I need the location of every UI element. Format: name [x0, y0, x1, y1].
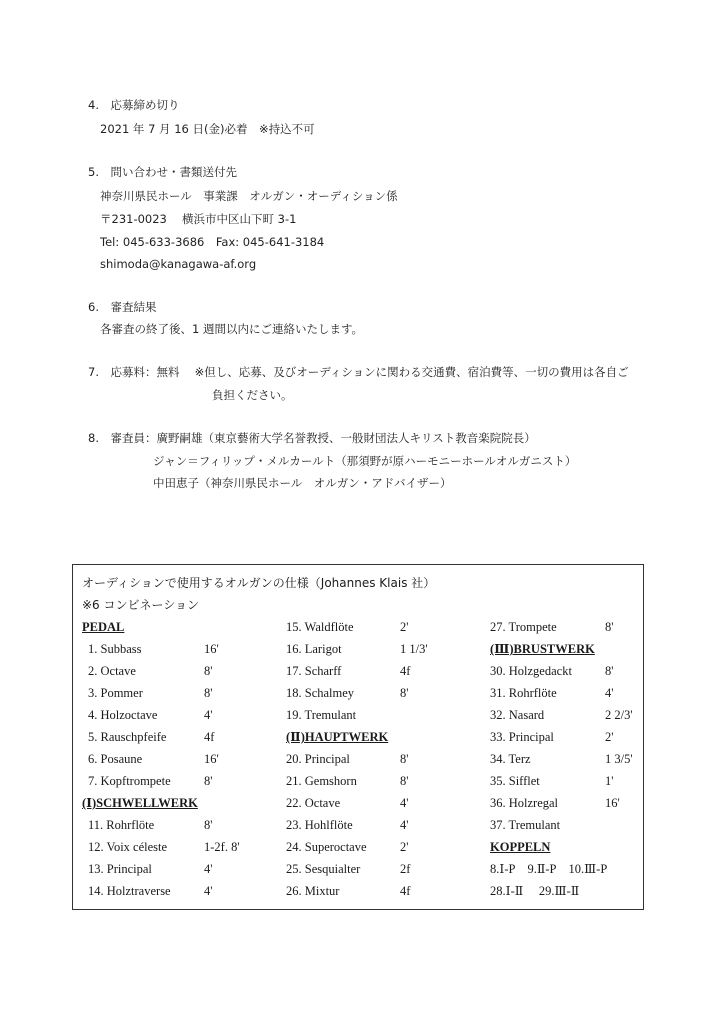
- organ-spec-title: オーディションで使用するオルガンの仕様（Johannes Klais 社）: [82, 576, 436, 590]
- stop-pitch: 1': [605, 774, 614, 788]
- stop-pitch: 4f: [400, 664, 411, 678]
- stop-pitch: 2f: [400, 862, 411, 876]
- stop-name: 22. Octave: [286, 796, 341, 810]
- stop-name: 31. Rohrflöte: [490, 686, 557, 700]
- stop-pitch: 4f: [204, 730, 215, 744]
- stop-pitch: 16': [204, 642, 219, 656]
- judge-3: 中田恵子（神奈川県民ホール オルガン・アドバイザー）: [153, 476, 452, 490]
- stop-pitch: 2': [400, 840, 409, 854]
- stop-name: 6. Posaune: [88, 752, 143, 766]
- stop-name: 20. Principal: [286, 752, 350, 766]
- division-heading: (Ⅰ)SCHWELLWERK: [82, 796, 198, 810]
- stop-pitch: 2': [400, 620, 409, 634]
- section-5-heading: 5. 問い合わせ・書類送付先: [88, 165, 237, 179]
- stop-pitch: 8': [400, 774, 409, 788]
- stop-pitch: 4': [204, 708, 213, 722]
- stop-name: 21. Gemshorn: [286, 774, 357, 788]
- stop-name: 24. Superoctave: [286, 840, 367, 854]
- stop-name: 4. Holzoctave: [88, 708, 158, 722]
- stop-pitch: 8': [204, 818, 213, 832]
- stop-name: 16. Larigot: [286, 642, 342, 656]
- stop-name: 34. Terz: [490, 752, 531, 766]
- stop-pitch: 8': [400, 686, 409, 700]
- stop-name: 26. Mixtur: [286, 884, 340, 898]
- division-heading: KOPPELN: [490, 840, 551, 854]
- stop-pitch: 16': [204, 752, 219, 766]
- stop-pitch: 1 1/3': [400, 642, 428, 656]
- stop-pitch: 1 3/5': [605, 752, 633, 766]
- stop-name: 19. Tremulant: [286, 708, 357, 722]
- stop-name: 14. Holztraverse: [88, 884, 171, 898]
- stop-name: 15. Waldflöte: [286, 620, 354, 634]
- stop-pitch: 2': [605, 730, 614, 744]
- fee-note: 負担ください。: [212, 388, 293, 402]
- stop-name: 12. Voix céleste: [88, 840, 168, 854]
- stop-name: 35. Sifflet: [490, 774, 540, 788]
- stop-pitch: 1-2f. 8': [204, 840, 240, 854]
- contact-phone: Tel: 045-633-3686 Fax: 045-641-3184: [100, 235, 325, 249]
- section-4-heading: 4. 応募締め切り: [88, 98, 180, 112]
- stop-name: 13. Principal: [88, 862, 152, 876]
- stop-pitch: 8': [605, 664, 614, 678]
- section-6-heading: 6. 審査結果: [88, 300, 157, 314]
- deadline-text: 2021 年 7 月 16 日(金)必着 ※持込不可: [100, 122, 315, 136]
- stop-name: 2. Octave: [88, 664, 136, 678]
- stop-pitch: 2 2/3': [605, 708, 633, 722]
- stop-name: 18. Schalmey: [286, 686, 355, 700]
- stop-pitch: 8': [204, 664, 213, 678]
- section-7-heading: 7. 応募料：無料 ※但し、応募、及びオーディションに関わる交通費、宿泊費等、一切の費用は各自ご: [88, 365, 629, 379]
- division-heading: (Ⅱ)HAUPTWERK: [286, 730, 389, 744]
- stop-name: 36. Holzregal: [490, 796, 559, 810]
- stop-name: 32. Nasard: [490, 708, 545, 722]
- stop-name: 1. Subbass: [88, 642, 142, 656]
- contact-email: shimoda@kanagawa-af.org: [100, 257, 257, 271]
- section-8-heading: 8. 審査員：廣野嗣雄（東京藝術大学名誉教授、一般財団法人キリスト教音楽院院長）: [88, 431, 536, 445]
- stop-name: 17. Scharff: [286, 664, 342, 678]
- stop-name: 11. Rohrflöte: [88, 818, 155, 832]
- stop-pitch: 4': [605, 686, 614, 700]
- stop-name: 7. Kopftrompete: [88, 774, 171, 788]
- stop-pitch: 4': [204, 862, 213, 876]
- stop-name: 5. Rauschpfeife: [88, 730, 167, 744]
- results-text: 各審査の終了後、1 週間以内にご連絡いたします。: [100, 322, 364, 336]
- stop-name: 8.Ⅰ-P 9.Ⅱ-P 10.Ⅲ-P: [490, 862, 608, 876]
- stop-pitch: 8': [204, 686, 213, 700]
- stop-pitch: 8': [204, 774, 213, 788]
- stop-pitch: 4': [400, 796, 409, 810]
- stop-name: 33. Principal: [490, 730, 554, 744]
- stop-name: 28.Ⅰ-Ⅱ 29.Ⅲ-Ⅱ: [490, 884, 580, 898]
- stop-pitch: 4': [204, 884, 213, 898]
- stop-pitch: 4f: [400, 884, 411, 898]
- combination-note: ※6 コンビネーション: [82, 598, 200, 612]
- stop-pitch: 8': [400, 752, 409, 766]
- stop-name: 25. Sesquialter: [286, 862, 361, 876]
- contact-office: 神奈川県民ホール 事業課 オルガン・オーディション係: [100, 189, 398, 203]
- stop-name: 27. Trompete: [490, 620, 557, 634]
- stop-pitch: 8': [605, 620, 614, 634]
- stop-name: 3. Pommer: [88, 686, 143, 700]
- judge-2: ジャン＝フィリップ・メルカールト（那須野が原ハーモニーホールオルガニスト）: [153, 454, 577, 468]
- stop-name: 30. Holzgedackt: [490, 664, 572, 678]
- stop-pitch: 4': [400, 818, 409, 832]
- stop-pitch: 16': [605, 796, 620, 810]
- stop-name: 23. Hohlflöte: [286, 818, 353, 832]
- contact-address: 〒231-0023 横浜市中区山下町 3-1: [100, 212, 297, 226]
- stop-name: 37. Tremulant: [490, 818, 561, 832]
- division-heading: PEDAL: [82, 620, 125, 634]
- division-heading: (Ⅲ)BRUSTWERK: [490, 642, 595, 656]
